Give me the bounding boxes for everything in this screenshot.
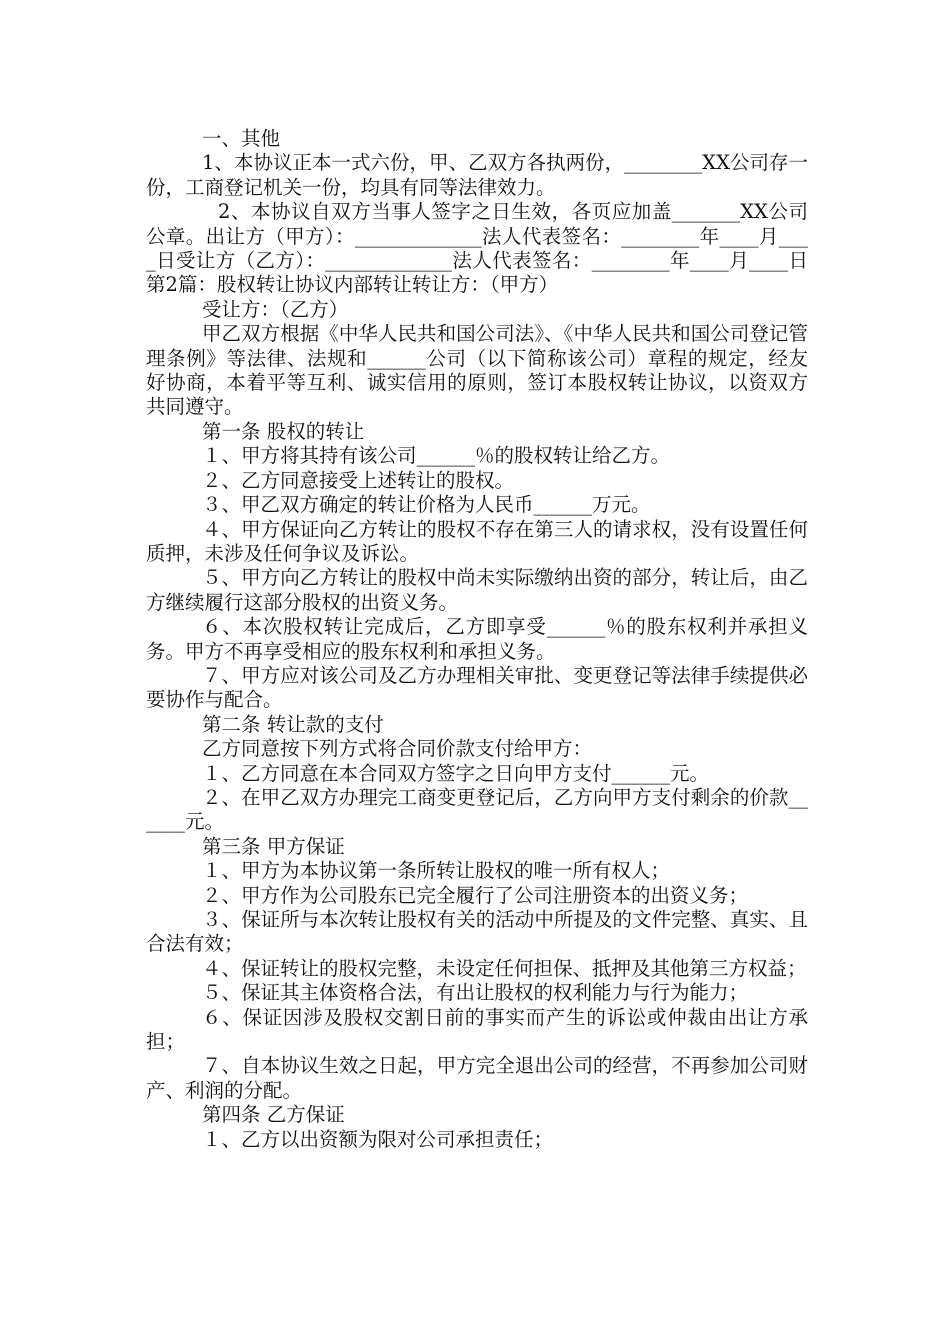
article-1-item-2: ２、乙方同意接受上述转让的股权。 xyxy=(202,468,515,492)
article-1-heading: 第一条 股权的转让 xyxy=(202,419,365,443)
article-3-item-2: ２、甲方作为公司股东已完全履行了公司注册资本的出资义务； xyxy=(202,883,749,907)
article-3-item-4: ４、保证转让的股权完整，未设定任何担保、抵押及其他第三方权益； xyxy=(202,956,807,980)
article-3-item-6: ６、保证因涉及股权交割日前的事实而产生的诉讼或仲裁由出让方承担； xyxy=(146,1005,808,1054)
article-1-item-5: ５、甲方向乙方转让的股权中尚未实际缴纳出资的部分，转让后，由乙方继续履行这部分股权的出资义务。 xyxy=(146,566,808,614)
paragraph-transferee: 受让方：（乙方） xyxy=(202,297,349,321)
section-heading-other: 一、其他 xyxy=(202,127,281,150)
article-2-intro: 乙方同意按下列方式将合同价款支付给甲方： xyxy=(202,737,593,761)
article-2-item-2: ２、在甲乙双方办理完工商变更登记后，乙方向甲方支付剩余的价款______元。 xyxy=(146,785,808,834)
article-3-item-7: ７、自本协议生效之日起，甲方完全退出公司的经营，不再参加公司财产、利润的分配。 xyxy=(146,1054,808,1102)
article-3-item-1: １、甲方为本协议第一条所转让股权的唯一所有权人； xyxy=(202,859,671,883)
article-2-heading: 第二条 转让款的支付 xyxy=(202,712,384,736)
article-3-heading: 第三条 甲方保证 xyxy=(202,834,345,858)
article-1-item-6: ６、本次股权转让完成后，乙方即享受______％的股东权利并承担义务。甲方不再享受相应的股东权利和承担义务。 xyxy=(146,615,808,663)
article-2-item-1: １、乙方同意在本合同双方签字之日向甲方支付______元。 xyxy=(202,761,710,785)
article-1-item-7: ７、甲方应对该公司及乙方办理相关审批、变更登记等法律手续提供必要协作与配合。 xyxy=(146,663,808,712)
article-1-item-4: ４、甲方保证向乙方转让的股权不存在第三人的请求权，没有设置任何质押，未涉及任何争议及诉讼。 xyxy=(146,517,808,565)
article-3-item-5: ５、保证其主体资格合法，有出让股权的权利能力与行为能力； xyxy=(202,981,749,1005)
article-3-item-3: ３、保证所与本次转让股权有关的活动中所提及的文件完整、真实、且合法有效； xyxy=(146,908,808,956)
article-1-item-3: ３、甲乙双方确定的转让价格为人民币______万元。 xyxy=(202,493,651,517)
document-page xyxy=(146,127,808,1152)
article-4-heading: 第四条 乙方保证 xyxy=(202,1103,345,1127)
article-1-item-1: １、甲方将其持有该公司______％的股权转让给乙方。 xyxy=(202,444,671,468)
paragraph-preamble: 甲乙双方根据《中华人民共和国公司法》、《中华人民共和国公司登记管理条例》等法律、法规和______公司（以下简称该公司）章程的规定，经友好协商，本着平等互利、诚实信用的原则，签订本股权转让协议，以资双方共同遵守。 xyxy=(146,322,808,419)
article-4-item-1: １、乙方以出资额为限对公司承担责任； xyxy=(202,1127,554,1151)
paragraph-effective-signatures: 2、本协议自双方当事人签字之日生效，各页应加盖_______XX公司公章。出让方（甲方）：_____________法人代表签名：________年____月____日受让方（乙方）：_____________法人代表签名：________年____月____日第2篇：股权转让协议内部转让转让方：（甲方） xyxy=(146,200,808,297)
paragraph-copies: 1、本协议正本一式六份，甲、乙双方各执两份，________XX公司存一份，工商登记机关一份，均具有同等法律效力。 xyxy=(146,151,808,199)
